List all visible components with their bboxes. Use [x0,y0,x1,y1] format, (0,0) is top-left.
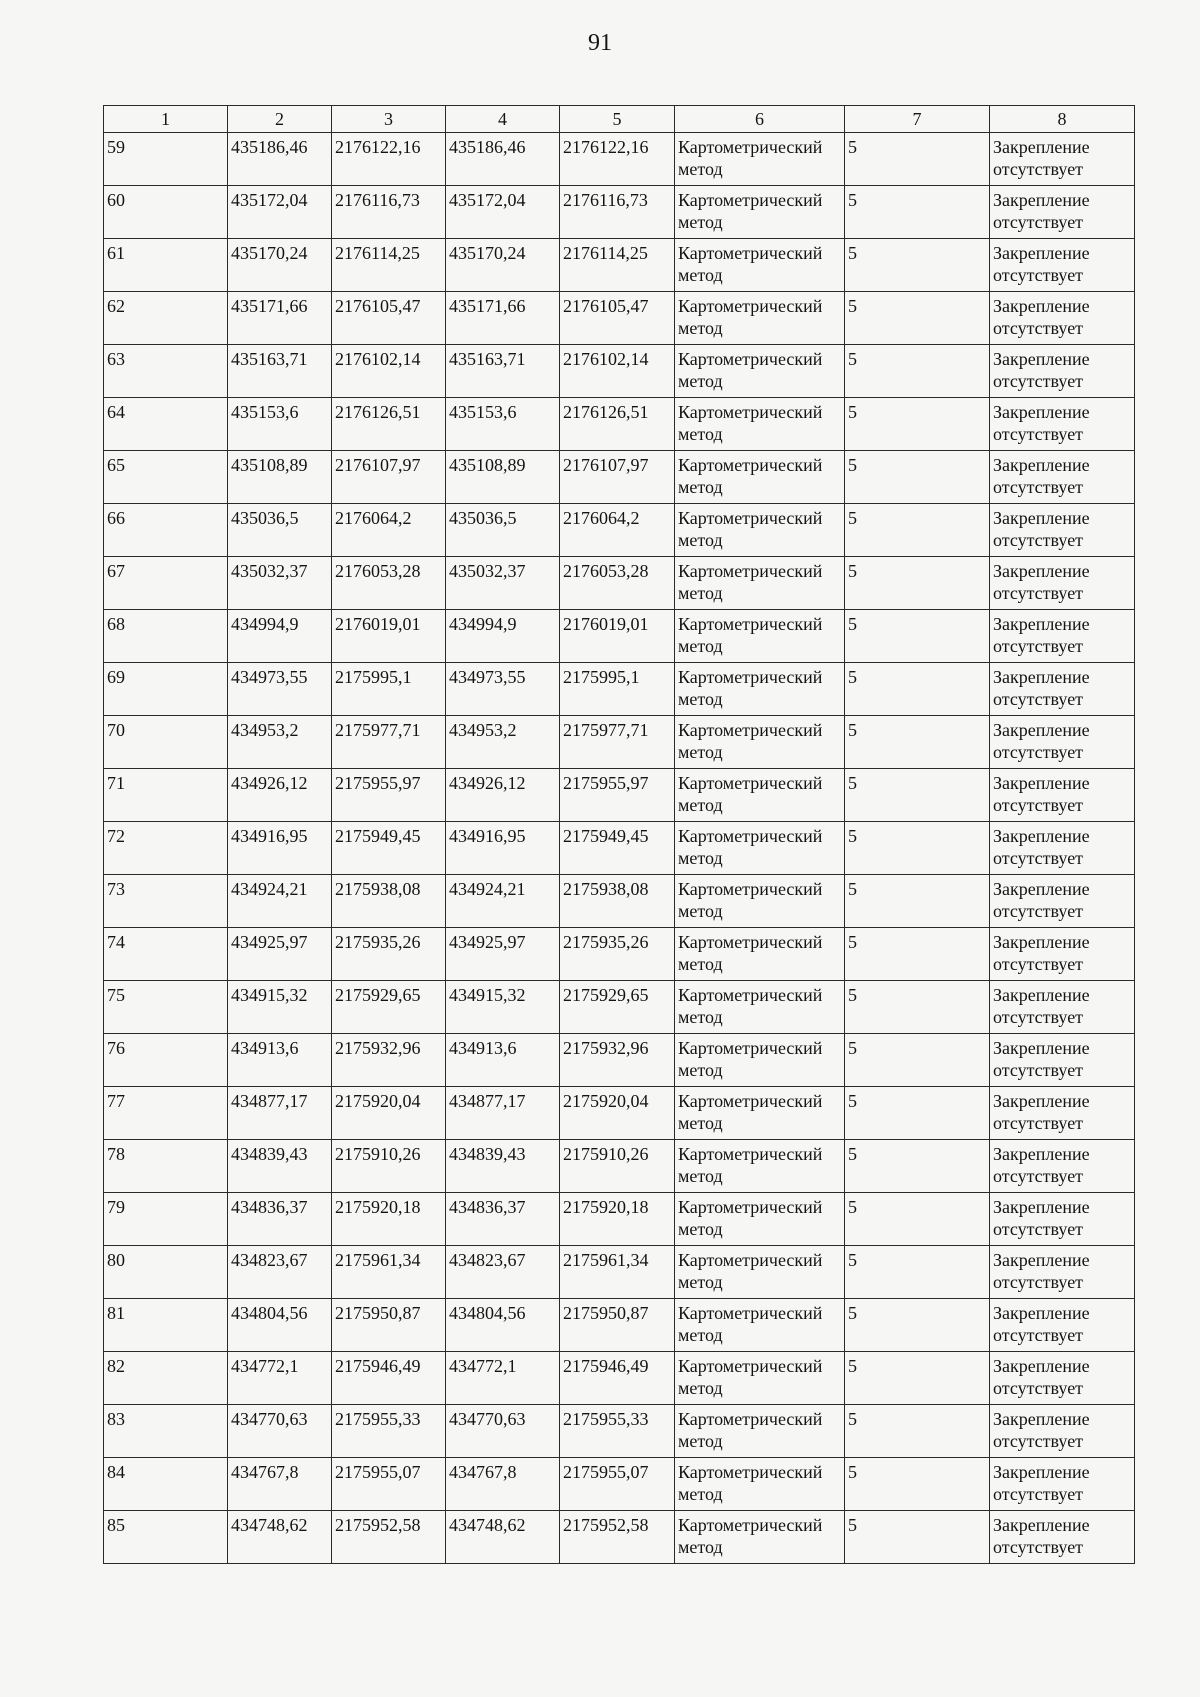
cell-x-refined: 435172,04 [446,186,560,239]
cell-point-number: 67 [104,557,228,610]
table-row [104,345,1135,398]
cell-x-refined: 434916,95 [446,822,560,875]
cell-x-existing: 434924,21 [228,875,332,928]
cell-y-existing: 2175920,18 [332,1193,446,1246]
table-header [104,106,1135,133]
cell-method: Картометрический метод [675,1193,845,1246]
cell-y-refined: 2176102,14 [560,345,675,398]
cell-y-existing: 2175935,26 [332,928,446,981]
table-row [104,1405,1135,1458]
cell-x-refined: 434973,55 [446,663,560,716]
cell-x-existing: 434916,95 [228,822,332,875]
cell-method: Картометрический метод [675,239,845,292]
cell-x-existing: 435163,71 [228,345,332,398]
cell-marking: Закрепление отсутствует [990,1511,1135,1564]
cell-method: Картометрический метод [675,1299,845,1352]
cell-method: Картометрический метод [675,875,845,928]
cell-y-existing: 2175950,87 [332,1299,446,1352]
cell-x-refined: 435036,5 [446,504,560,557]
header-cell-x-existing: 2 [228,106,332,133]
cell-method: Картометрический метод [675,398,845,451]
cell-marking: Закрепление отсутствует [990,1299,1135,1352]
table-row [104,1087,1135,1140]
cell-accuracy: 5 [845,1511,990,1564]
cell-marking: Закрепление отсутствует [990,875,1135,928]
cell-method: Картометрический метод [675,1405,845,1458]
table-row [104,663,1135,716]
cell-method: Картометрический метод [675,1458,845,1511]
header-cell-x-refined: 4 [446,106,560,133]
cell-y-existing: 2175910,26 [332,1140,446,1193]
cell-method: Картометрический метод [675,451,845,504]
header-cell-point-number: 1 [104,106,228,133]
cell-y-existing: 2176019,01 [332,610,446,663]
cell-y-refined: 2175955,97 [560,769,675,822]
cell-point-number: 65 [104,451,228,504]
cell-y-existing: 2176126,51 [332,398,446,451]
header-cell-method: 6 [675,106,845,133]
cell-y-existing: 2175938,08 [332,875,446,928]
cell-x-refined: 434913,6 [446,1034,560,1087]
cell-y-existing: 2175932,96 [332,1034,446,1087]
table-row [104,981,1135,1034]
cell-x-existing: 434748,62 [228,1511,332,1564]
cell-x-existing: 435108,89 [228,451,332,504]
cell-x-existing: 435172,04 [228,186,332,239]
cell-point-number: 63 [104,345,228,398]
cell-x-existing: 434915,32 [228,981,332,1034]
cell-y-refined: 2176019,01 [560,610,675,663]
cell-point-number: 80 [104,1246,228,1299]
cell-x-refined: 435171,66 [446,292,560,345]
table-row [104,557,1135,610]
cell-marking: Закрепление отсутствует [990,822,1135,875]
cell-method: Картометрический метод [675,186,845,239]
cell-x-refined: 435186,46 [446,133,560,186]
cell-y-refined: 2175920,18 [560,1193,675,1246]
table-row [104,1140,1135,1193]
table-row [104,398,1135,451]
cell-accuracy: 5 [845,822,990,875]
cell-y-existing: 2176053,28 [332,557,446,610]
cell-x-existing: 434973,55 [228,663,332,716]
cell-method: Картометрический метод [675,1140,845,1193]
cell-marking: Закрепление отсутствует [990,239,1135,292]
cell-y-existing: 2175995,1 [332,663,446,716]
cell-method: Картометрический метод [675,557,845,610]
cell-point-number: 72 [104,822,228,875]
table-row [104,292,1135,345]
cell-x-refined: 434767,8 [446,1458,560,1511]
cell-point-number: 83 [104,1405,228,1458]
cell-x-existing: 435186,46 [228,133,332,186]
cell-y-refined: 2175961,34 [560,1246,675,1299]
cell-method: Картометрический метод [675,133,845,186]
cell-y-existing: 2175920,04 [332,1087,446,1140]
cell-accuracy: 5 [845,1458,990,1511]
header-cell-marking: 8 [990,106,1135,133]
cell-method: Картометрический метод [675,1034,845,1087]
cell-accuracy: 5 [845,1405,990,1458]
cell-marking: Закрепление отсутствует [990,1140,1135,1193]
table-row [104,1034,1135,1087]
cell-method: Картометрический метод [675,716,845,769]
cell-y-existing: 2176064,2 [332,504,446,557]
cell-x-refined: 435170,24 [446,239,560,292]
cell-x-refined: 434748,62 [446,1511,560,1564]
cell-marking: Закрепление отсутствует [990,292,1135,345]
cell-point-number: 69 [104,663,228,716]
cell-marking: Закрепление отсутствует [990,133,1135,186]
cell-method: Картометрический метод [675,769,845,822]
cell-accuracy: 5 [845,875,990,928]
cell-method: Картометрический метод [675,1511,845,1564]
cell-y-existing: 2175955,07 [332,1458,446,1511]
cell-method: Картометрический метод [675,663,845,716]
cell-marking: Закрепление отсутствует [990,345,1135,398]
cell-y-refined: 2175952,58 [560,1511,675,1564]
header-cell-y-refined: 5 [560,106,675,133]
cell-x-existing: 434772,1 [228,1352,332,1405]
cell-marking: Закрепление отсутствует [990,1087,1135,1140]
cell-x-existing: 434877,17 [228,1087,332,1140]
cell-accuracy: 5 [845,1246,990,1299]
table-row [104,1193,1135,1246]
table-row [104,186,1135,239]
cell-x-refined: 435108,89 [446,451,560,504]
cell-method: Картометрический метод [675,981,845,1034]
cell-y-refined: 2175950,87 [560,1299,675,1352]
cell-y-refined: 2176064,2 [560,504,675,557]
cell-marking: Закрепление отсутствует [990,398,1135,451]
cell-accuracy: 5 [845,504,990,557]
cell-point-number: 78 [104,1140,228,1193]
cell-point-number: 85 [104,1511,228,1564]
cell-x-existing: 434770,63 [228,1405,332,1458]
table-row [104,1299,1135,1352]
cell-x-refined: 434877,17 [446,1087,560,1140]
cell-accuracy: 5 [845,557,990,610]
cell-accuracy: 5 [845,398,990,451]
cell-x-refined: 434839,43 [446,1140,560,1193]
cell-x-refined: 435032,37 [446,557,560,610]
cell-method: Картометрический метод [675,928,845,981]
cell-point-number: 60 [104,186,228,239]
cell-accuracy: 5 [845,1140,990,1193]
table-row [104,451,1135,504]
cell-accuracy: 5 [845,663,990,716]
cell-point-number: 64 [104,398,228,451]
cell-y-refined: 2175932,96 [560,1034,675,1087]
cell-x-existing: 435153,6 [228,398,332,451]
cell-x-refined: 434994,9 [446,610,560,663]
cell-point-number: 75 [104,981,228,1034]
cell-y-existing: 2175929,65 [332,981,446,1034]
cell-method: Картометрический метод [675,1352,845,1405]
cell-accuracy: 5 [845,769,990,822]
cell-x-refined: 435153,6 [446,398,560,451]
cell-method: Картометрический метод [675,292,845,345]
cell-y-existing: 2175949,45 [332,822,446,875]
cell-marking: Закрепление отсутствует [990,769,1135,822]
page-number: 91 [588,30,612,56]
table-row [104,716,1135,769]
cell-x-existing: 434994,9 [228,610,332,663]
cell-accuracy: 5 [845,292,990,345]
cell-x-refined: 434926,12 [446,769,560,822]
cell-point-number: 61 [104,239,228,292]
table-row [104,1246,1135,1299]
cell-x-existing: 434926,12 [228,769,332,822]
cell-x-existing: 435036,5 [228,504,332,557]
cell-y-refined: 2176107,97 [560,451,675,504]
cell-x-refined: 434915,32 [446,981,560,1034]
cell-marking: Закрепление отсутствует [990,504,1135,557]
cell-y-refined: 2175949,45 [560,822,675,875]
cell-y-refined: 2176122,16 [560,133,675,186]
cell-marking: Закрепление отсутствует [990,928,1135,981]
cell-y-refined: 2175935,26 [560,928,675,981]
cell-x-refined: 434823,67 [446,1246,560,1299]
table-row [104,769,1135,822]
cell-y-refined: 2176126,51 [560,398,675,451]
cell-y-existing: 2175961,34 [332,1246,446,1299]
cell-x-existing: 434767,8 [228,1458,332,1511]
cell-x-existing: 435032,37 [228,557,332,610]
table-row [104,1511,1135,1564]
cell-marking: Закрепление отсутствует [990,1034,1135,1087]
cell-x-existing: 434836,37 [228,1193,332,1246]
cell-y-refined: 2175995,1 [560,663,675,716]
cell-y-refined: 2176053,28 [560,557,675,610]
cell-marking: Закрепление отсутствует [990,716,1135,769]
table-row [104,1458,1135,1511]
cell-marking: Закрепление отсутствует [990,1352,1135,1405]
cell-marking: Закрепление отсутствует [990,1246,1135,1299]
cell-accuracy: 5 [845,716,990,769]
cell-accuracy: 5 [845,928,990,981]
cell-point-number: 62 [104,292,228,345]
cell-accuracy: 5 [845,186,990,239]
cell-method: Картометрический метод [675,610,845,663]
cell-point-number: 77 [104,1087,228,1140]
cell-point-number: 74 [104,928,228,981]
cell-point-number: 66 [104,504,228,557]
cell-accuracy: 5 [845,1193,990,1246]
cell-y-existing: 2175955,97 [332,769,446,822]
cell-marking: Закрепление отсутствует [990,610,1135,663]
cell-point-number: 76 [104,1034,228,1087]
cell-y-refined: 2175955,07 [560,1458,675,1511]
cell-x-refined: 434770,63 [446,1405,560,1458]
cell-marking: Закрепление отсутствует [990,1458,1135,1511]
cell-marking: Закрепление отсутствует [990,451,1135,504]
cell-x-existing: 434913,6 [228,1034,332,1087]
cell-accuracy: 5 [845,1034,990,1087]
cell-marking: Закрепление отсутствует [990,186,1135,239]
cell-point-number: 84 [104,1458,228,1511]
table-row [104,1352,1135,1405]
cell-x-refined: 434925,97 [446,928,560,981]
cell-y-refined: 2175929,65 [560,981,675,1034]
cell-x-refined: 434953,2 [446,716,560,769]
cell-y-refined: 2175955,33 [560,1405,675,1458]
cell-point-number: 68 [104,610,228,663]
cell-point-number: 82 [104,1352,228,1405]
cell-y-existing: 2175955,33 [332,1405,446,1458]
cell-y-refined: 2176116,73 [560,186,675,239]
cell-y-existing: 2175977,71 [332,716,446,769]
table-row [104,928,1135,981]
cell-marking: Закрепление отсутствует [990,1193,1135,1246]
cell-method: Картометрический метод [675,822,845,875]
cell-method: Картометрический метод [675,504,845,557]
cell-x-refined: 434924,21 [446,875,560,928]
cell-x-existing: 434823,67 [228,1246,332,1299]
cell-y-refined: 2176105,47 [560,292,675,345]
cell-x-existing: 434925,97 [228,928,332,981]
cell-y-refined: 2175977,71 [560,716,675,769]
header-row [104,106,1135,133]
cell-x-existing: 435170,24 [228,239,332,292]
cell-x-existing: 434953,2 [228,716,332,769]
cell-accuracy: 5 [845,345,990,398]
cell-accuracy: 5 [845,1352,990,1405]
cell-point-number: 70 [104,716,228,769]
coordinates-table [103,105,1135,1564]
cell-x-existing: 434804,56 [228,1299,332,1352]
cell-y-refined: 2175920,04 [560,1087,675,1140]
table-row [104,239,1135,292]
cell-point-number: 81 [104,1299,228,1352]
cell-x-refined: 435163,71 [446,345,560,398]
table-row [104,822,1135,875]
cell-marking: Закрепление отсутствует [990,663,1135,716]
cell-y-existing: 2175952,58 [332,1511,446,1564]
cell-point-number: 79 [104,1193,228,1246]
cell-y-existing: 2176107,97 [332,451,446,504]
table-body [104,133,1135,1564]
cell-x-existing: 434839,43 [228,1140,332,1193]
cell-accuracy: 5 [845,239,990,292]
cell-x-refined: 434772,1 [446,1352,560,1405]
cell-accuracy: 5 [845,1087,990,1140]
cell-x-refined: 434836,37 [446,1193,560,1246]
cell-marking: Закрепление отсутствует [990,981,1135,1034]
cell-y-existing: 2176116,73 [332,186,446,239]
cell-accuracy: 5 [845,981,990,1034]
cell-y-refined: 2176114,25 [560,239,675,292]
cell-y-existing: 2176122,16 [332,133,446,186]
header-cell-y-existing: 3 [332,106,446,133]
table-row [104,610,1135,663]
cell-point-number: 59 [104,133,228,186]
cell-accuracy: 5 [845,451,990,504]
cell-point-number: 71 [104,769,228,822]
cell-y-refined: 2175910,26 [560,1140,675,1193]
cell-point-number: 73 [104,875,228,928]
cell-y-existing: 2175946,49 [332,1352,446,1405]
cell-y-existing: 2176105,47 [332,292,446,345]
cell-marking: Закрепление отсутствует [990,1405,1135,1458]
table-row [104,133,1135,186]
cell-accuracy: 5 [845,1299,990,1352]
cell-accuracy: 5 [845,610,990,663]
cell-method: Картометрический метод [675,345,845,398]
cell-marking: Закрепление отсутствует [990,557,1135,610]
cell-method: Картометрический метод [675,1087,845,1140]
cell-method: Картометрический метод [675,1246,845,1299]
cell-y-existing: 2176102,14 [332,345,446,398]
header-cell-accuracy: 7 [845,106,990,133]
cell-y-refined: 2175946,49 [560,1352,675,1405]
cell-accuracy: 5 [845,133,990,186]
table-row [104,504,1135,557]
cell-y-refined: 2175938,08 [560,875,675,928]
table-row [104,875,1135,928]
cell-y-existing: 2176114,25 [332,239,446,292]
cell-x-existing: 435171,66 [228,292,332,345]
cell-x-refined: 434804,56 [446,1299,560,1352]
